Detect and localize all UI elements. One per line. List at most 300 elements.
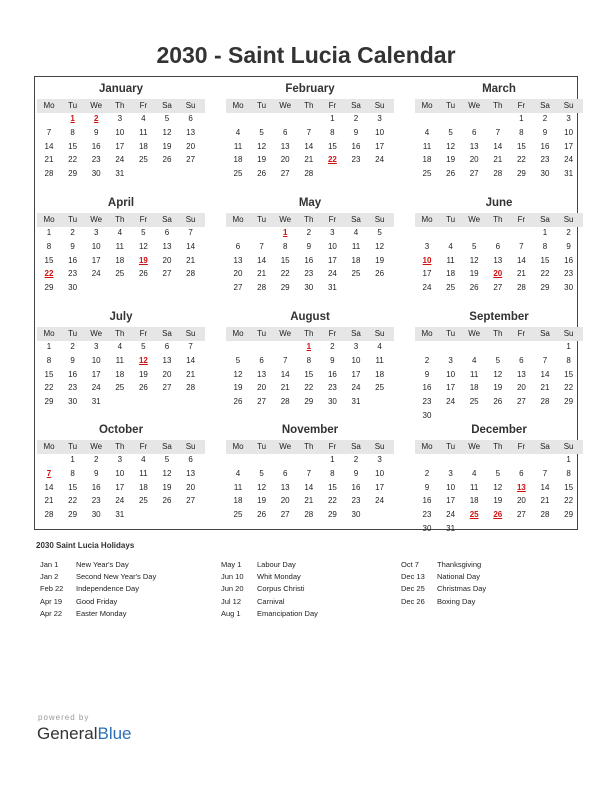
calendar-day[interactable]: 26	[162, 496, 172, 506]
calendar-day[interactable]: 7	[519, 241, 524, 251]
calendar-day[interactable]: 2	[424, 468, 430, 478]
holiday-day[interactable]: 26	[493, 510, 503, 520]
calendar-day[interactable]: 7	[306, 468, 312, 478]
calendar-day[interactable]: 1	[330, 455, 335, 464]
calendar-day[interactable]: 2	[70, 342, 75, 351]
calendar-day[interactable]: 11	[375, 355, 384, 365]
calendar-day[interactable]: 7	[542, 468, 548, 478]
calendar-day[interactable]: 26	[469, 283, 479, 293]
calendar-day[interactable]: 9	[70, 355, 75, 365]
calendar-day[interactable]: 12	[493, 482, 503, 492]
calendar-day[interactable]: 1	[46, 228, 52, 237]
calendar-day[interactable]: 30	[91, 169, 101, 179]
calendar-day[interactable]: 11	[470, 369, 479, 379]
calendar-day[interactable]: 17	[115, 141, 125, 151]
calendar-day[interactable]: 16	[327, 369, 337, 379]
calendar-day[interactable]: 19	[493, 496, 503, 506]
calendar-day[interactable]: 13	[257, 369, 267, 379]
calendar-day[interactable]: 25	[233, 510, 243, 520]
calendar-day[interactable]: 30	[422, 524, 432, 533]
calendar-day[interactable]: 9	[330, 355, 335, 365]
calendar-day[interactable]: 12	[469, 255, 479, 265]
calendar-day[interactable]: 17	[446, 496, 456, 506]
calendar-day[interactable]: 14	[44, 141, 54, 151]
calendar-day[interactable]: 31	[91, 397, 101, 407]
calendar-day[interactable]: 6	[188, 455, 193, 464]
calendar-day[interactable]: 17	[564, 141, 574, 151]
calendar-day[interactable]: 3	[448, 355, 453, 365]
calendar-day[interactable]: 8	[282, 241, 288, 251]
calendar-day[interactable]: 14	[186, 241, 196, 251]
calendar-day[interactable]: 27	[516, 397, 526, 407]
calendar-day[interactable]: 3	[117, 455, 123, 464]
calendar-day[interactable]: 30	[68, 283, 78, 293]
calendar-day[interactable]: 5	[164, 114, 170, 123]
calendar-day[interactable]: 29	[44, 283, 54, 293]
holiday-day[interactable]: 10	[422, 255, 432, 265]
calendar-day[interactable]: 16	[422, 383, 432, 393]
calendar-day[interactable]: 6	[519, 468, 524, 478]
holiday-day[interactable]: 22	[44, 269, 54, 279]
calendar-day[interactable]: 9	[566, 241, 571, 251]
calendar-day[interactable]: 11	[446, 255, 455, 265]
calendar-day[interactable]: 17	[422, 269, 432, 279]
calendar-day[interactable]: 3	[330, 228, 335, 237]
calendar-day[interactable]: 24	[564, 155, 574, 165]
calendar-day[interactable]: 14	[304, 482, 314, 492]
calendar-day[interactable]: 23	[422, 397, 432, 407]
calendar-day[interactable]: 30	[540, 169, 550, 179]
calendar-day[interactable]: 27	[469, 169, 479, 179]
holiday-day[interactable]: 20	[493, 269, 503, 279]
calendar-day[interactable]: 19	[233, 383, 243, 393]
holiday-day[interactable]: 22	[327, 155, 337, 165]
calendar-day[interactable]: 30	[68, 397, 78, 407]
calendar-day[interactable]: 3	[377, 455, 382, 464]
calendar-day[interactable]: 27	[162, 383, 172, 393]
calendar-day[interactable]: 28	[516, 283, 526, 293]
calendar-day[interactable]: 23	[304, 269, 314, 279]
calendar-day[interactable]: 7	[542, 355, 548, 365]
calendar-day[interactable]: 10	[91, 355, 101, 365]
calendar-day[interactable]: 20	[469, 155, 479, 165]
calendar-day[interactable]: 27	[516, 510, 526, 520]
calendar-day[interactable]: 1	[542, 228, 548, 237]
calendar-day[interactable]: 1	[330, 114, 335, 123]
holiday-day[interactable]: 1	[70, 114, 75, 123]
calendar-day[interactable]: 17	[375, 482, 385, 492]
calendar-day[interactable]: 14	[304, 141, 314, 151]
calendar-day[interactable]: 29	[516, 169, 526, 179]
calendar-day[interactable]: 30	[422, 411, 432, 420]
calendar-day[interactable]: 11	[139, 127, 148, 137]
calendar-day[interactable]: 26	[493, 397, 503, 407]
calendar-day[interactable]: 23	[422, 510, 432, 520]
holiday-day[interactable]: 12	[138, 355, 148, 365]
calendar-day[interactable]: 21	[186, 369, 196, 379]
calendar-day[interactable]: 6	[495, 241, 501, 251]
calendar-day[interactable]: 13	[280, 482, 290, 492]
calendar-day[interactable]: 7	[188, 228, 193, 237]
calendar-day[interactable]: 18	[375, 369, 385, 379]
calendar-day[interactable]: 18	[446, 269, 456, 279]
calendar-day[interactable]: 13	[493, 255, 503, 265]
calendar-day[interactable]: 10	[446, 482, 456, 492]
calendar-day[interactable]: 14	[280, 369, 290, 379]
calendar-day[interactable]: 14	[186, 355, 196, 365]
calendar-day[interactable]: 7	[259, 241, 264, 251]
calendar-day[interactable]: 8	[46, 241, 52, 251]
calendar-day[interactable]: 7	[188, 342, 193, 351]
calendar-day[interactable]: 28	[540, 397, 550, 407]
calendar-day[interactable]: 20	[186, 141, 196, 151]
calendar-day[interactable]: 13	[186, 468, 196, 478]
calendar-day[interactable]: 8	[519, 127, 524, 137]
calendar-day[interactable]: 19	[257, 155, 267, 165]
calendar-day[interactable]: 4	[235, 468, 241, 478]
calendar-day[interactable]: 28	[186, 269, 196, 279]
calendar-day[interactable]: 12	[162, 468, 172, 478]
calendar-day[interactable]: 31	[115, 510, 125, 520]
calendar-day[interactable]: 29	[68, 510, 78, 520]
calendar-day[interactable]: 17	[446, 383, 456, 393]
calendar-day[interactable]: 1	[519, 114, 524, 123]
calendar-day[interactable]: 13	[516, 369, 526, 379]
holiday-day[interactable]: 25	[469, 510, 479, 520]
calendar-day[interactable]: 29	[564, 510, 574, 520]
calendar-day[interactable]: 8	[70, 468, 75, 478]
calendar-day[interactable]: 20	[257, 383, 267, 393]
calendar-day[interactable]: 23	[91, 496, 101, 506]
calendar-day[interactable]: 9	[70, 241, 75, 251]
calendar-day[interactable]: 24	[115, 155, 125, 165]
calendar-day[interactable]: 25	[351, 269, 361, 279]
calendar-day[interactable]: 23	[68, 269, 78, 279]
calendar-day[interactable]: 6	[235, 241, 241, 251]
calendar-day[interactable]: 16	[91, 141, 101, 151]
calendar-day[interactable]: 26	[162, 155, 172, 165]
calendar-day[interactable]: 10	[446, 369, 456, 379]
calendar-day[interactable]: 25	[375, 383, 385, 393]
calendar-day[interactable]: 23	[351, 155, 361, 165]
calendar-day[interactable]: 24	[91, 383, 101, 393]
calendar-day[interactable]: 5	[164, 455, 170, 464]
calendar-day[interactable]: 17	[91, 369, 101, 379]
calendar-day[interactable]: 5	[141, 228, 146, 237]
calendar-day[interactable]: 22	[280, 269, 290, 279]
calendar-day[interactable]: 9	[306, 241, 312, 251]
calendar-day[interactable]: 2	[93, 455, 99, 464]
calendar-day[interactable]: 15	[280, 255, 290, 265]
calendar-day[interactable]: 26	[233, 397, 243, 407]
calendar-day[interactable]: 12	[233, 369, 243, 379]
calendar-day[interactable]: 24	[351, 383, 361, 393]
calendar-day[interactable]: 24	[375, 496, 385, 506]
calendar-day[interactable]: 10	[564, 127, 574, 137]
calendar-day[interactable]: 31	[115, 169, 125, 179]
calendar-day[interactable]: 27	[493, 283, 503, 293]
calendar-day[interactable]: 5	[448, 127, 453, 137]
calendar-day[interactable]: 27	[162, 269, 172, 279]
calendar-day[interactable]: 6	[164, 342, 170, 351]
calendar-day[interactable]: 12	[257, 482, 267, 492]
calendar-day[interactable]: 14	[257, 255, 267, 265]
calendar-day[interactable]: 18	[233, 496, 243, 506]
calendar-day[interactable]: 13	[186, 127, 196, 137]
calendar-day[interactable]: 22	[564, 383, 574, 393]
calendar-day[interactable]: 8	[46, 355, 52, 365]
calendar-day[interactable]: 3	[93, 228, 99, 237]
calendar-day[interactable]: 8	[566, 355, 571, 365]
calendar-day[interactable]: 10	[351, 355, 361, 365]
calendar-day[interactable]: 16	[304, 255, 314, 265]
calendar-day[interactable]: 21	[540, 496, 550, 506]
calendar-day[interactable]: 19	[493, 383, 503, 393]
calendar-day[interactable]: 25	[115, 269, 125, 279]
calendar-day[interactable]: 7	[46, 127, 52, 137]
calendar-day[interactable]: 15	[68, 482, 78, 492]
calendar-day[interactable]: 22	[327, 496, 337, 506]
calendar-day[interactable]: 10	[115, 127, 125, 137]
calendar-day[interactable]: 13	[233, 255, 243, 265]
calendar-day[interactable]: 2	[566, 228, 571, 237]
holiday-day[interactable]: 2	[93, 114, 99, 123]
calendar-day[interactable]: 17	[375, 141, 385, 151]
calendar-day[interactable]: 12	[375, 241, 385, 251]
calendar-day[interactable]: 22	[564, 496, 574, 506]
calendar-day[interactable]: 24	[375, 155, 385, 165]
calendar-day[interactable]: 26	[138, 383, 148, 393]
calendar-day[interactable]: 14	[493, 141, 503, 151]
calendar-day[interactable]: 11	[470, 482, 479, 492]
calendar-day[interactable]: 20	[186, 482, 196, 492]
calendar-day[interactable]: 26	[138, 269, 148, 279]
calendar-day[interactable]: 20	[233, 269, 243, 279]
calendar-day[interactable]: 17	[351, 369, 361, 379]
calendar-day[interactable]: 11	[139, 468, 148, 478]
calendar-day[interactable]: 18	[469, 496, 479, 506]
calendar-day[interactable]: 18	[138, 141, 148, 151]
calendar-day[interactable]: 23	[68, 383, 78, 393]
calendar-day[interactable]: 2	[353, 455, 359, 464]
calendar-day[interactable]: 18	[422, 155, 432, 165]
calendar-day[interactable]: 1	[70, 455, 75, 464]
calendar-day[interactable]: 10	[375, 468, 385, 478]
calendar-day[interactable]: 4	[235, 127, 241, 137]
calendar-day[interactable]: 11	[115, 355, 124, 365]
calendar-day[interactable]: 1	[46, 342, 52, 351]
calendar-day[interactable]: 18	[233, 155, 243, 165]
calendar-day[interactable]: 25	[422, 169, 432, 179]
calendar-day[interactable]: 30	[91, 510, 101, 520]
calendar-day[interactable]: 10	[91, 241, 101, 251]
calendar-day[interactable]: 30	[351, 510, 361, 520]
calendar-day[interactable]: 5	[471, 241, 477, 251]
calendar-day[interactable]: 2	[330, 342, 335, 351]
calendar-day[interactable]: 12	[446, 141, 456, 151]
calendar-day[interactable]: 9	[353, 127, 359, 137]
calendar-day[interactable]: 27	[280, 169, 290, 179]
calendar-day[interactable]: 31	[446, 524, 456, 533]
calendar-day[interactable]: 16	[68, 255, 78, 265]
calendar-day[interactable]: 25	[469, 397, 479, 407]
calendar-day[interactable]: 9	[353, 468, 359, 478]
calendar-day[interactable]: 18	[138, 482, 148, 492]
calendar-day[interactable]: 19	[469, 269, 479, 279]
calendar-day[interactable]: 14	[540, 369, 550, 379]
calendar-day[interactable]: 27	[186, 155, 196, 165]
calendar-day[interactable]: 12	[257, 141, 267, 151]
calendar-day[interactable]: 25	[115, 383, 125, 393]
calendar-day[interactable]: 4	[117, 342, 123, 351]
calendar-day[interactable]: 21	[44, 496, 54, 506]
calendar-day[interactable]: 18	[351, 255, 361, 265]
calendar-day[interactable]: 23	[91, 155, 101, 165]
calendar-day[interactable]: 31	[564, 169, 574, 179]
calendar-day[interactable]: 7	[306, 127, 312, 137]
calendar-day[interactable]: 2	[306, 228, 312, 237]
calendar-day[interactable]: 2	[542, 114, 548, 123]
calendar-day[interactable]: 25	[233, 169, 243, 179]
calendar-day[interactable]: 24	[446, 510, 456, 520]
calendar-day[interactable]: 15	[327, 141, 337, 151]
calendar-day[interactable]: 20	[280, 496, 290, 506]
calendar-day[interactable]: 19	[257, 496, 267, 506]
calendar-day[interactable]: 16	[351, 141, 361, 151]
calendar-day[interactable]: 12	[162, 127, 172, 137]
calendar-day[interactable]: 4	[448, 241, 453, 251]
calendar-day[interactable]: 15	[516, 141, 526, 151]
calendar-day[interactable]: 8	[330, 127, 335, 137]
calendar-day[interactable]: 14	[540, 482, 550, 492]
calendar-day[interactable]: 14	[516, 255, 526, 265]
calendar-day[interactable]: 12	[493, 369, 503, 379]
calendar-day[interactable]: 10	[375, 127, 385, 137]
calendar-day[interactable]: 5	[377, 228, 382, 237]
calendar-day[interactable]: 28	[280, 397, 290, 407]
calendar-day[interactable]: 16	[351, 482, 361, 492]
calendar-day[interactable]: 10	[115, 468, 125, 478]
calendar-day[interactable]: 5	[495, 355, 501, 365]
calendar-day[interactable]: 27	[186, 496, 196, 506]
calendar-day[interactable]: 9	[424, 369, 430, 379]
calendar-day[interactable]: 6	[164, 228, 170, 237]
calendar-day[interactable]: 27	[233, 283, 243, 293]
calendar-day[interactable]: 20	[162, 369, 172, 379]
calendar-day[interactable]: 23	[327, 383, 337, 393]
calendar-day[interactable]: 10	[327, 241, 337, 251]
calendar-day[interactable]: 19	[375, 255, 385, 265]
calendar-day[interactable]: 28	[44, 510, 54, 520]
calendar-day[interactable]: 28	[540, 510, 550, 520]
calendar-day[interactable]: 27	[280, 510, 290, 520]
calendar-day[interactable]: 21	[493, 155, 503, 165]
calendar-day[interactable]: 17	[115, 482, 125, 492]
calendar-day[interactable]: 1	[566, 455, 571, 464]
calendar-day[interactable]: 11	[115, 241, 124, 251]
calendar-day[interactable]: 20	[516, 383, 526, 393]
calendar-day[interactable]: 26	[446, 169, 456, 179]
calendar-day[interactable]: 17	[91, 255, 101, 265]
calendar-day[interactable]: 12	[138, 241, 148, 251]
calendar-day[interactable]: 18	[115, 255, 125, 265]
calendar-day[interactable]: 24	[327, 269, 337, 279]
calendar-day[interactable]: 24	[91, 269, 101, 279]
calendar-day[interactable]: 30	[304, 283, 314, 293]
calendar-day[interactable]: 30	[564, 283, 574, 293]
calendar-day[interactable]: 22	[44, 383, 54, 393]
calendar-day[interactable]: 30	[327, 397, 337, 407]
calendar-day[interactable]: 2	[424, 355, 430, 365]
calendar-day[interactable]: 15	[564, 369, 574, 379]
calendar-day[interactable]: 14	[44, 482, 54, 492]
calendar-day[interactable]: 20	[162, 255, 172, 265]
calendar-day[interactable]: 19	[446, 155, 456, 165]
calendar-day[interactable]: 3	[93, 342, 99, 351]
calendar-day[interactable]: 21	[516, 269, 526, 279]
calendar-day[interactable]: 29	[327, 510, 337, 520]
calendar-day[interactable]: 13	[469, 141, 479, 151]
calendar-day[interactable]: 4	[141, 114, 146, 123]
calendar-day[interactable]: 4	[141, 455, 146, 464]
calendar-day[interactable]: 29	[280, 283, 290, 293]
calendar-day[interactable]: 23	[351, 496, 361, 506]
calendar-day[interactable]: 29	[68, 169, 78, 179]
calendar-day[interactable]: 13	[280, 141, 290, 151]
calendar-day[interactable]: 6	[188, 114, 193, 123]
holiday-day[interactable]: 13	[516, 482, 526, 492]
calendar-day[interactable]: 3	[377, 114, 382, 123]
brand-logo[interactable]	[37, 724, 132, 744]
calendar-day[interactable]: 8	[542, 241, 548, 251]
calendar-day[interactable]: 6	[519, 355, 524, 365]
calendar-day[interactable]: 22	[540, 269, 550, 279]
calendar-day[interactable]: 8	[306, 355, 312, 365]
calendar-day[interactable]: 18	[115, 369, 125, 379]
calendar-day[interactable]: 15	[44, 369, 54, 379]
calendar-day[interactable]: 16	[68, 369, 78, 379]
calendar-day[interactable]: 9	[542, 127, 548, 137]
calendar-day[interactable]: 5	[141, 342, 146, 351]
calendar-day[interactable]: 28	[304, 169, 314, 179]
calendar-day[interactable]: 29	[540, 283, 550, 293]
calendar-day[interactable]: 23	[540, 155, 550, 165]
calendar-day[interactable]: 16	[564, 255, 574, 265]
calendar-day[interactable]: 5	[259, 127, 264, 137]
calendar-day[interactable]: 15	[540, 255, 550, 265]
calendar-day[interactable]: 16	[91, 482, 101, 492]
calendar-day[interactable]: 23	[564, 269, 574, 279]
calendar-day[interactable]: 20	[516, 496, 526, 506]
calendar-day[interactable]: 15	[564, 482, 574, 492]
calendar-day[interactable]: 8	[70, 127, 75, 137]
calendar-day[interactable]: 4	[471, 355, 477, 365]
calendar-day[interactable]: 7	[495, 127, 501, 137]
calendar-day[interactable]: 4	[424, 127, 430, 137]
calendar-day[interactable]: 29	[304, 397, 314, 407]
calendar-day[interactable]: 9	[93, 468, 99, 478]
calendar-day[interactable]: 9	[424, 482, 430, 492]
calendar-day[interactable]: 8	[330, 468, 335, 478]
calendar-day[interactable]: 6	[282, 127, 288, 137]
holiday-day[interactable]: 1	[282, 228, 288, 237]
calendar-day[interactable]: 19	[162, 141, 172, 151]
calendar-day[interactable]: 24	[446, 397, 456, 407]
calendar-day[interactable]: 24	[422, 283, 432, 293]
calendar-day[interactable]: 16	[540, 141, 550, 151]
calendar-day[interactable]: 29	[44, 397, 54, 407]
calendar-day[interactable]: 1	[566, 342, 571, 351]
